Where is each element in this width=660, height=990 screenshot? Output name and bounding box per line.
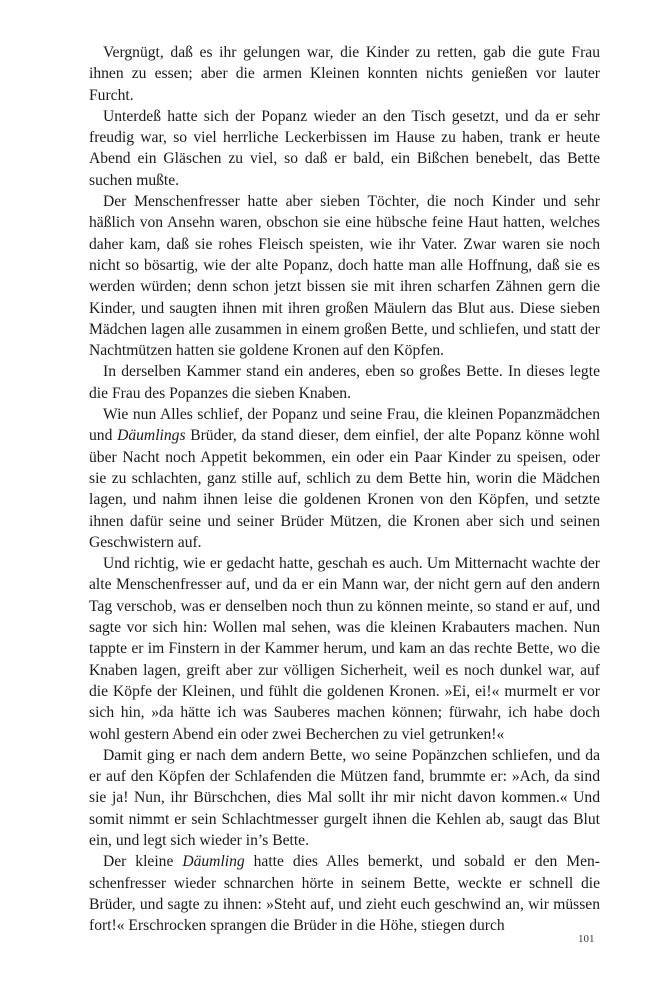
paragraph bbox=[89, 191, 600, 361]
text-run: Der Menschenfresser hatte aber sieben Töchter, die noch Kinder und sehr häßlich von Ansehn waren, obschon sie eine hübsche feine Haut hatten, welches daher kam, daß sie rohes Fleisch speisten, wie ihr Vater. Zwar waren sie noch nicht so bösartig, wie der alte Popanz, doch hatte man alle Hoffnung, daß sie es werden würden; denn schon jetzt bissen sie mit ihren scharfen Zähnen gern die Kinder, und saugten ihnen mit ihren großen Mäulern das Blut aus. Diese sieben Mädchen lagen alle zusammen in einem großen Bette, und schliefen, und statt der Nachtmützen hatten sie goldene Kronen auf den Köpfen. bbox=[89, 193, 600, 360]
text-run: In derselben Kammer stand ein anderes, eben so großes Bette. In dieses legte die Frau des Popanzes die sieben Knaben. bbox=[89, 363, 600, 402]
text-run: hatte dies Alles bemerkt, und sobald er den Menschenfresser wieder schnarchen hörte in seinem Bette, weckte er schnell die Brüder, und sagte zu ihnen: »Steht auf, und zieht euch geschwind an, wir müssen fort!« Erschrocken sprangen die Brüder in die Höhe, stiegen durch bbox=[89, 853, 600, 935]
text-run: Damit ging er nach dem andern Bette, wo seine Popänzchen schliefen, und da er auf den Köpfen der Schlafenden die Mützen fand, brummte er: »Ach, da sind sie ja! Nun, ihr Bürschchen, dies Mal sollt ihr mir nicht davon kommen.« Und somit nimmt er sein Schlachtmesser gurgelt ihnen die Kehlen ab, saugt das Blut ein, und legt sich wieder in’s Bette. bbox=[89, 746, 600, 849]
paragraph bbox=[89, 745, 600, 851]
italic-name: Däumlings bbox=[117, 427, 186, 445]
body-text bbox=[89, 42, 600, 936]
paragraph bbox=[89, 361, 600, 404]
text-run: Vergnügt, daß es ihr gelungen war, die Kinder zu retten, gab die gute Frau ihnen zu essen; aber die armen Kleinen konnten nichts genießen vor lauter Furcht. bbox=[89, 44, 600, 104]
paragraph bbox=[89, 404, 600, 553]
paragraph bbox=[89, 106, 600, 191]
text-run: Brüder, da stand dieser, dem einfiel, der alte Popanz könne wohl über Nacht noch Appetit bekommen, ein oder ein Paar Kinder zu speisen, oder sie zu schlachten, ganz stille auf, schlich zu dem Bette hin, worin die Mädchen lagen, und nahm ihnen leise die goldenen Kronen von den Köpfen, und setzte ihnen dafür seine und seiner Brüder Mützen, die Kronen aber sich und seinen Geschwistern auf. bbox=[89, 427, 600, 551]
text-run: Unterdeß hatte sich der Popanz wieder an den Tisch gesetzt, und da er sehr freudig war, so viel herrliche Leckerbissen im Hause zu haben, trank er heute Abend ein Gläschen zu viel, so daß er bald, ein Bißchen benebelt, das Bette suchen mußte. bbox=[89, 107, 600, 189]
paragraph bbox=[89, 851, 600, 936]
paragraph bbox=[89, 42, 600, 106]
paragraph bbox=[89, 553, 600, 745]
text-run: Der kleine bbox=[103, 853, 183, 871]
italic-name: Däumling bbox=[182, 853, 245, 871]
text-run: Und richtig, wie er gedacht hatte, geschah es auch. Um Mitternacht wachte der alte Menschenfresser auf, und da er ein Mann war, der nicht gern auf den andern Tag verschob, was er denselben noch thun zu können meinte, so stand er auf, und sagte vor sich hin: Wollen mal sehen, was die kleinen Krabauters machen. Nun tappte er im Finstern in der Kammer herum, und kam an das rechte Bette, wo die Knaben lagen, greift aber zur völligen Sicherheit, weil es noch dunkel war, auf die Köpfe der Kleinen, und fühlt die goldenen Kronen. »Ei, ei!« murmelt er vor sich hin, »da hätte ich was Sauberes machen können; fürwahr, ich habe doch wohl gestern Abend ein oder zwei Becherchen zu viel getrunken!« bbox=[89, 555, 600, 743]
page-number: 101 bbox=[578, 933, 595, 945]
text-run: Wie nun Alles schlief, der Popanz und seine Frau, die kleinen Popanzmädchen und bbox=[89, 406, 600, 445]
